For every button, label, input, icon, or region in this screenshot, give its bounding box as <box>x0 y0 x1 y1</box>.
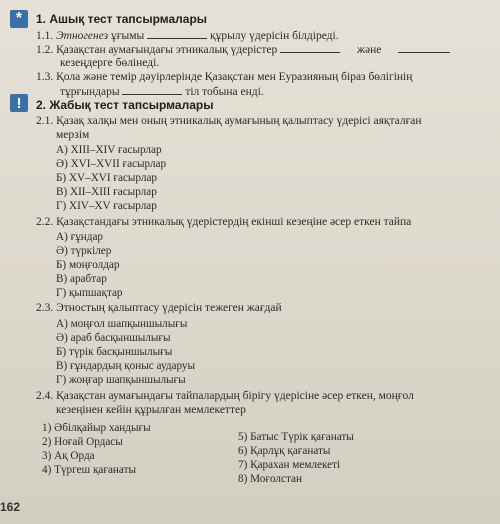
option-2-3-g: Г) жоңғар шапқыншылығы <box>56 374 186 386</box>
option-2-1-b: Б) XV–XVI ғасырлар <box>56 172 158 184</box>
section1-title: 1. Ашық тест тапсырмалары <box>36 12 208 26</box>
question-2-2-title: 2.2. Қазақстандағы этникалық үдерістердің екінші кезеңіне әсер еткен тайпа <box>36 216 412 228</box>
option-2-2-a: А) ғұндар <box>56 231 104 243</box>
question-2-1-title-cont: мерзім <box>56 129 90 141</box>
option-2-2-v: В) арабтар <box>56 273 107 285</box>
option-2-2-ae: Ә) түркілер <box>56 245 112 257</box>
asterisk-icon: * <box>10 10 28 28</box>
option-2-1-v: В) XII–XIII ғасырлар <box>56 186 157 198</box>
option-2-4-6: 6) Қарлұқ қағанаты <box>238 445 331 457</box>
option-2-1-g: Г) XIV–XV ғасырлар <box>56 200 157 212</box>
question-2-1-title: 2.1. Қазақ халқы мен оның этникалық аумағының қалыптасу үдерісі аяқталған <box>36 115 422 127</box>
question-2-3-title: 2.3. Этностың қалыптасу үдерісін тежеген жағдай <box>36 302 282 314</box>
option-2-4-5: 5) Батыс Түрік қағанаты <box>238 431 354 443</box>
option-2-4-4: 4) Түргеш қағанаты <box>42 464 136 476</box>
page-number: 162 <box>0 500 21 514</box>
question-1-3-cont: тұрғындары тіл тобына енді. <box>60 86 264 98</box>
option-2-4-2: 2) Ноғай Ордасы <box>42 436 123 448</box>
option-2-3-a: А) моңғол шапқыншылығы <box>56 318 188 330</box>
option-2-2-b: Б) моңғолдар <box>56 259 120 271</box>
option-2-2-g: Г) қыпшақтар <box>56 287 123 299</box>
question-2-4-title: 2.4. Қазақстан аумағындағы тайпалардың бірігу үдерісіне әсер еткен, моңғол <box>36 390 414 402</box>
option-2-4-8: 8) Моғолстан <box>238 473 302 485</box>
question-1-1: 1.1. Этногенез ұғымы құрылу үдерісін білдіреді. <box>36 30 339 42</box>
option-2-1-a: А) XIII–XIV ғасырлар <box>56 144 162 156</box>
option-2-4-3: 3) Ақ Орда <box>42 450 95 462</box>
option-2-4-1: 1) Әбілқайыр хандығы <box>42 422 151 434</box>
option-2-1-ae: Ә) XVI–XVII ғасырлар <box>56 158 167 170</box>
question-1-3: 1.3. Қола және темір дәуірлерінде Қазақстан мен Еуразияның біраз бөлігінің <box>36 71 413 83</box>
option-2-4-7: 7) Қарахан мемлекеті <box>238 459 341 471</box>
exclamation-icon: ! <box>10 94 28 112</box>
question-1-2-cont: кезеңдерге бөлінеді. <box>60 57 160 69</box>
option-2-3-b: Б) түрік басқыншылығы <box>56 346 173 358</box>
option-2-3-ae: Ә) араб басқыншылығы <box>56 332 171 344</box>
question-2-4-title-cont: кезеңінен кейін құрылған мемлекеттер <box>56 404 246 416</box>
question-1-2: 1.2. Қазақстан аумағындағы этникалық үдерістер және <box>36 43 450 57</box>
section2-title: 2. Жабық тест тапсырмалары <box>36 98 214 112</box>
option-2-3-v: В) ғұндардың қоныс аударуы <box>56 360 196 372</box>
